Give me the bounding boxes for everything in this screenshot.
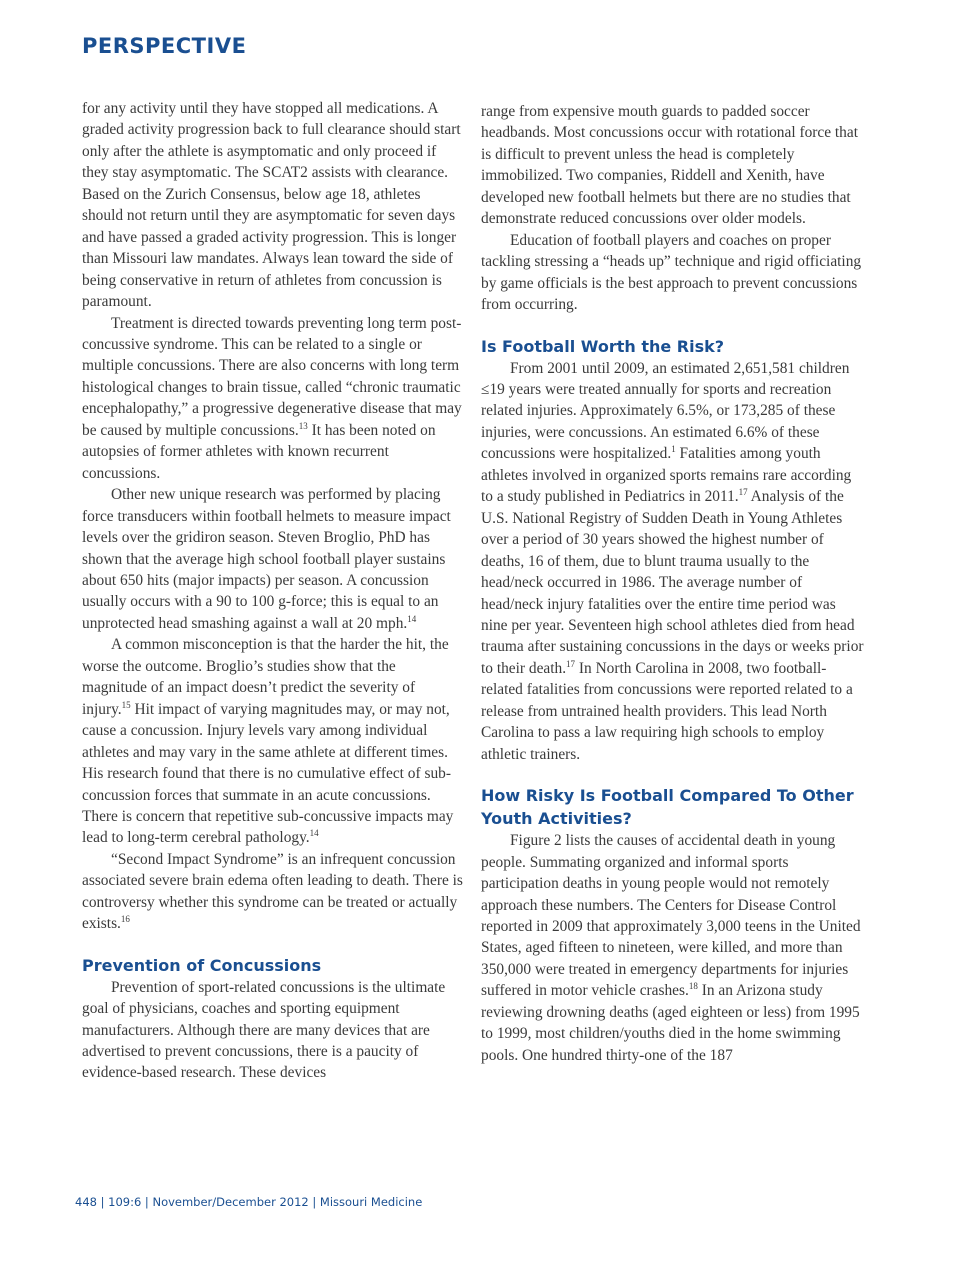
reference: 15: [121, 699, 131, 710]
paragraph: Education of football players and coaches on proper tackling stressing a “heads up” technique and rigid officiating by game officials is the best approach to prevent concussions from occurring.: [481, 231, 862, 314]
paragraph: Treatment is directed towards preventing long term post-concussive syndrome. This can be related to a single or multiple concussions. There are also concerns with long term histological changes to brain tissue, called “chronic traumatic encephalopathy,” a progressive degenerative disease that may be caused by multiple concussions.$^{13}$ It has been noted on autopsies of former athletes with known recurrent concussions.: [82, 314, 462, 482]
paragraph: Other new unique research was performed by placing force transducers within football helmets to measure impact levels over the gridiron season. Steven Broglio, PhD has shown that the average high school football player sustains about 650 hits (major impacts) per season. A concussion usually occurs with a 90 to 100 g-force; this is equal to an unprotected head smashing against a wall at 20 mph.$^{14}$: [82, 486, 451, 632]
reference: 16: [120, 914, 130, 925]
reference: 13: [298, 420, 308, 431]
paragraph: From 2001 until 2009, an estimated 2,651,581 children ≤19 years were treated annually for sports and recreation related injuries. Approximately 6.5%, or 173,285 of these injuries, were concussions. An estimated 6.6% of these concussions were hospitalized.$^1$ Fatalities among youth athletes involved in organized sports remains rare according to a study published in Pediatrics in 2011.17 Analysis of the U.S. National Registry of Sudden Death in Young Athletes over a period of 30 years showed the highest number of deaths, 16 of them, due to blunt trauma usually to the head/neck occurred in 1986. The average number of head/neck injury fatalities over the entire time period was nine per year. Seventeen high school athletes died from head trauma after sustaining concussions in the days or weeks prior to their death.$^{17}$ In North Carolina in 2008, two football-related fatalities from concussions were reported related to a release from untrained health providers. This lead North Carolina to pass a law requiring high schools to employ athletic trainers.: [481, 359, 864, 763]
page-footer: 448 | 109:6 | November/December 2012 | Missouri Medicine: [75, 1195, 423, 1209]
paragraph: for any activity until they have stopped all medications. A graded activity progression back to full clearance should start only after the athlete is asymptomatic and only proceed if they stay asymptomatic. The SCAT2 assists with clearance. Based on the Zurich Consensus, below age 18, athletes should not return until they are asymptomatic for seven days and have passed a graded activity progression. This is longer than Missouri law mandates. Always lean toward the side of being conservative in return of athletes from concussion is paramount.: [82, 100, 461, 311]
reference: 14: [309, 828, 319, 839]
reference: 17: [738, 487, 748, 498]
reference: 1: [671, 444, 676, 455]
right-column: [481, 101, 865, 1066]
paragraph: “Second Impact Syndrome” is an infrequent concussion associated severe brain edema often leading to death. There is controversy whether this syndrome can be treated or actually exists.$^{16}$: [82, 850, 463, 933]
paragraph: Prevention of sport-related concussions is the ultimate goal of physicians, coaches and sporting equipment manufacturers. Although there are many devices that are advertised to prevent concussions, there is a paucity of evidence-based research. These devices: [82, 978, 446, 1082]
heading-worth-the-risk: Is Football Worth the Risk?: [481, 336, 725, 356]
paragraph: Figure 2 lists the causes of accidental death in young people. Summating organized and informal sports participation deaths in young people would not remotely approach these numbers. The Centers for Disease Control reported in 2009 that approximately 3,000 teens in the United States, aged fifteen to nineteen, were killed, and more than 350,000 were treated in emergency departments for injuries suffered in motor vehicle crashes.$^{18}$ In an Arizona study reviewing drowning deaths (aged eighteen or less) from 1995 to 1999, most children/youths died in the home swimming pools. One hundred thirty-one of the 187: [481, 832, 861, 1064]
reference: 18: [688, 981, 698, 992]
left-column: [82, 98, 464, 1084]
reference: 14: [407, 613, 417, 624]
heading-prevention: Prevention of Concussions: [82, 955, 322, 975]
paragraph: A common misconception is that the harder the hit, the worse the outcome. Broglio’s studies show that the magnitude of an impact doesn’t predict the severity of injury.$^{15}$ Hit impact of varying magnitudes may, or may not, cause a concussion. Injury levels vary among individual athletes and may vary in the same athlete at different times. His research found that there is no cumulative effect of sub-concussion forces that summate in an acute concussions. There is concern that repetitive sub-concussive impacts may lead to long-term cerebral pathology.$^{14}$: [82, 636, 454, 847]
reference: 17: [566, 658, 576, 669]
paragraph: range from expensive mouth guards to padded soccer headbands. Most concussions occur with rotational force that is difficult to prevent unless the head is completely immobilized. Two companies, Riddell and Xenith, have developed new football helmets but there are no studies that demonstrate reduced concussions over older models.: [481, 103, 858, 228]
section-label: PERSPECTIVE: [82, 34, 247, 58]
heading-how-risky: How Risky Is Football Compared To Other Youth Activities?: [481, 786, 854, 829]
